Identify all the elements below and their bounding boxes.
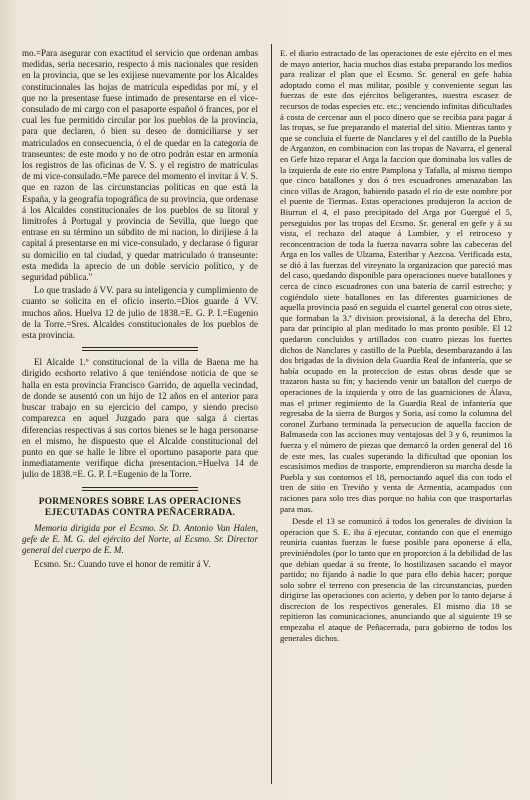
right-paragraph-1: E. el diario estractado de las operaciones de este ejército en el mes de mayo anterior, hacia muchos dias estaba preparando los medios para realizar el plan que el Ecsmo. Sr. general en gefe habia adoptado como el mas militar, posible y conveniente segun las fuerzas de este dos ejércitos beligerantes, nuestra escasez de recursos de todas especies etc. etc.; venciendo infinitas dificultades á costa de cercenar aun el poco dinero que se recibia para pagar á las tropas, se fue preparando el material del sitio. Mientras tanto y que se concluia el fuerte de Nanclares y el del castillo de la Puebla de Arganzon, en combinacion con las tropas de Navarra, el general en Gefe hizo reparar el Arga la faccion que dominaba los valles de la izquierda de este rio entre Pamplona y Tafalla, al mismo tiempo que cinco batallones y dos ó tres escuadrones amenazaban las cinco villas de Aragon, habiendo pasado el rio de este nombre por el puente de Tiermas. Estas operaciones produjeron la accion de Biurrun el 4, el paso precipitado del Arga por Guergué el 5, perseguidos por las tropas del Ecsmo. Sr. general en gefe y á su vista, el rechazo del ataque á Lumbier, y el retroceso y reconcentracion de toda la fuerza navarra sobre las cabeceras del Arga en los valles de Ulzama, Esteribar y Aezcoa. Verificada esta, se dió á las fuerzas del vireynato la organizacion que pareció mas del caso, quedando disponible para operaciones nueve batallones y cerca de cinco escuadrones con una batería de carril estrecho; y cogiéndolo siete batallones en las diferentes guarniciones de aquella provincia pasó en seguida el cuartel general con otros siete, que formaban la 3.ª division provisional, á la derecha del Ebro, para dar principio al plan meditado lo mas pronto posible. El 12 quedaron concluidos y artillados con cuatro piezas los fuertes dichos de Nanclares y castillo de la Puebla, desembarazando á las dos brigadas de la division dela Guardia Real de infantería, que se había ocupado en la proteccion de estas obras desde que se trazaron hasta su fin; y haciendo venir un batallon del cuerpo de operaciones de la izquierda y otro de las guarniciones de Álava, mas el primer regimiento de la Guardia Real de infantería que regresaba de la sierra de Burgos y Soria, así como la columna del coronel Zurbano terminada la persecucion de aquella faccion de Balmaseda con las acciones muy ventajosas del 3 y 6, reunimos la fuerza y el número de piezas que demarcó la orden general del 16 de este mes, las cuales superando la dificultad que oponian los escasísimos medios de trasporte, emprendieron su marcha desde la Puebla y sus contornos el 18, pernoctando aquel dia con todo el tren de sitio en Treviño y venta de Armentia, acampados con raciones para solo tres dias porque no habia con que trasportarlas para mas. [280, 48, 512, 514]
section-separator [82, 487, 198, 491]
right-column [280, 48, 512, 645]
left-paragraph-3: El Alcalde 1.º constitucional de la villa de Baena me ha dirigido ecshorto relativo á que teniéndose noticia de que se halla en esta provincia Francisco Garrido, de aquella vecindad, de donde se ausentó con un hijo de 12 años en el anterior para buscar trabajo en su ejercicio del campo, y siendo preciso comparezca en aquel Juzgado para que salga á ciertas diferencias respectivas á sus cortos bienes se le haga personarse en el mismo, he dispuesto que el Alcalde constitucional del punto en que se halle le libre el oportuno pasaporte para que inmediatamente verifique dicha presentacion.=Huelva 14 de julio de 1838.=E. G. P. I.=Eugenio de la Torre. [22, 357, 258, 480]
section-separator [82, 347, 198, 351]
column-divider [271, 44, 272, 784]
section-heading: PORMENORES SOBRE LAS OPERACIONES EJECUTADAS CONTRA PEÑACERRADA. [38, 496, 242, 518]
left-paragraph-4: Ecsmo. Sr.: Cuando tuve el honor de remitir á V. [34, 558, 211, 569]
left-paragraph-1: mo.=Para asegurar con exactitud el servicio que ordenan ambas medidas, seria necesario, respecto á mis nacionales que residen en la provincia, que se les exijiese nuevamente por los Alcaldes constitucionales las hojas de matrícula espedidas por mí, y el que no la presentase fuese intimado de presentarse en el vice-consulado de mi cargo con el pasaporte español ó frances, por el cual les fue permitido circular por los pueblos de la provincia, para que declaren, ó bien su deseo de domiciliarse y ser matriculados en consecuencia, ó el de quedar en la categoría de transeuntes: de este modo y no de otro podrán estar en armonía los registros de las oficinas de V. S. y el registro de matrículas de mi vice-consulado.=Me parece del momento el invitar á V. S. que en razon de las circunstancias políticas en que está la España, y la geografía topográfica de su provincia, que ordenase á los Alcaldes constitucionales de los pueblos de su litoral y limítrofes á Portugal y provincia de Sevilla, que luego que entrase en su término un súbdito de mi nacion, lo dirijiese á la capital á presentarse en mi vice-consulado, y declarase ó figurar su domicilio en tal ciudad, y quedar matriculado ó transeunte: esta medida la aprecio de un doble servicio político, y de seguridad pública." [22, 48, 258, 283]
left-paragraph-2: Lo que traslado á VV. para su inteligencia y cumplimiento de cuanto se solicita en el oficio inserto.=Dios guarde á VV. muchos años. Huelva 12 de julio de 1838.=E. G. P. I.=Eugenio de la Torre.=Sres. Alcaldes constitucionales de los pueblos de esta provincia. [22, 285, 258, 341]
right-paragraph-2: Desde el 13 se comunicó á todos los generales de division la operacion que S. E. iba á ejecutar, contando con que el enemigo reuniria cuantas fuerzas le fuese posible para oponerse á ella, previniéndoles (por lo tanto que en proporcion á la debilidad de las que debian quedar á su frente, lo hostilizasen sacando el mayor partido; no fijando á nadie lo que para ello debia hacer; porque solo sobre el terreno con presencia de las circunstancias, pueden dirigirse las operaciones con acierto, y deben por lo tanto dejarse á discrecion de los respectivos generales. El mismo dia 18 se repitieron las comunicaciones, anunciando que al siguiente 19 se empezaba el ataque de Peñacerrada, para gobierno de todos los generales dichos. [280, 516, 512, 643]
memo-subtitle: Memoria dirigida por el Ecsmo. Sr. D. Antonio Van Halen, gefe de E. M. G. del ejército del Norte, al Ecsmo. Sr. Director general del cuerpo de E. M. [22, 522, 258, 556]
left-column [22, 48, 258, 572]
